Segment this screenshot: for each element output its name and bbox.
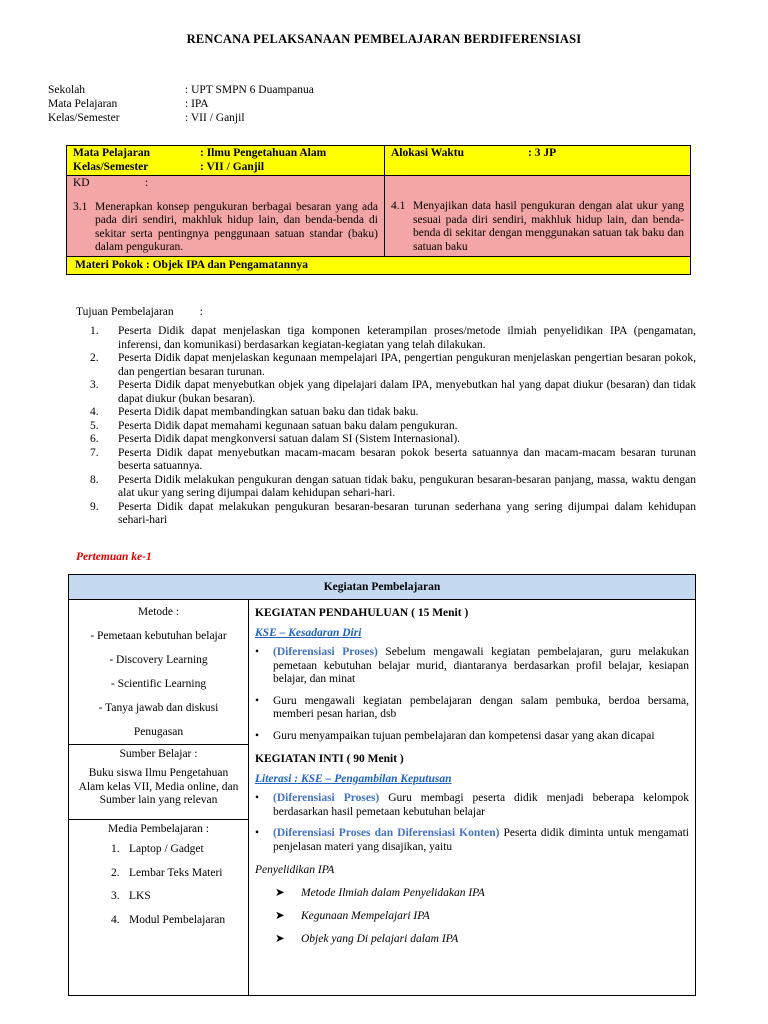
header-table	[66, 145, 691, 275]
activity-text: Guru menyampaikan tujuan pembelajaran dan kompetensi dasar yang akan dicapai	[273, 729, 655, 742]
arrow-text: Objek yang Di pelajari dalam IPA	[301, 933, 459, 945]
media-num: 2.	[111, 866, 120, 879]
goal-text: Peserta Didik dapat menjelaskan tiga komponen keterampilan proses/metode ilmiah penyelidikan IPA (pengamatan, inferensi, dan komunikasi) berdasarkan kegiatan-kegiatan yang telah dilakukan.	[118, 325, 696, 351]
sumber-cell	[69, 745, 249, 820]
goals-label: Tujuan Pembelajaran	[76, 306, 174, 318]
list-item	[255, 905, 689, 928]
arrow-icon: ➤	[275, 910, 285, 922]
list-item	[90, 420, 696, 434]
alokasi-label: Alokasi Waktu	[391, 147, 464, 159]
list-item	[90, 447, 696, 474]
list-item	[255, 792, 689, 819]
goal-num: 6.	[90, 433, 99, 445]
list-item	[69, 909, 248, 933]
media-text: Laptop / Gadget	[129, 843, 204, 855]
kd-3-1	[73, 201, 378, 255]
activity-text: Sebelum mengawali kegiatan pembelajaran, guru melakukan pemetaan kebutuhan belajar murid, diantaranya berdasarkan profil belajar, kesiapan belajar, dan minat	[273, 646, 690, 685]
identity-row-subject	[48, 98, 209, 110]
goal-num: 3.	[90, 379, 99, 391]
list-item	[90, 474, 696, 501]
arrow-text: Kegunaan Mempelajari IPA	[301, 910, 430, 922]
kd-left-text: Menerapkan konsep pengukuran berbagai besaran yang ada pada diri sendiri, makhluk hidup lain, dan benda-benda di sekitar serta pentingnya penggunaan satuan standar (baku) dalam pengukuran.	[95, 200, 378, 253]
bullet: •	[255, 646, 260, 658]
goal-text: Peserta Didik dapat menyebutkan objek yang dipelajari dalam IPA, menyebutkan hal yang dapat diukur (besaran) dan tidak dapat diukur (bukan besaran).	[118, 379, 696, 405]
activity-content	[249, 600, 696, 996]
goal-text: Peserta Didik dapat memahami kegunaan satuan baku dalam pengukuran.	[118, 419, 458, 432]
arrow-text: Metode Ilmiah dalam Penyelidakan IPA	[301, 887, 485, 899]
list-item	[90, 501, 696, 528]
materi-pokok: Materi Pokok : Objek IPA dan Pengamatannya	[67, 256, 691, 275]
meeting-label: Pertemuan ke-1	[76, 551, 152, 563]
identity-value: : UPT SMPN 6 Duampanua	[185, 84, 314, 96]
metode-item: - Scientific Learning	[110, 678, 207, 690]
list-item	[255, 827, 689, 854]
identity-row-school	[48, 84, 314, 96]
metode-label: Metode :	[137, 606, 180, 618]
kelas-value: : VII / Ganjil	[200, 160, 265, 173]
list-item	[255, 695, 689, 722]
goal-text: Peserta Didik melakukan pengukuran dengan satuan tidak baku, pengukuran besaran-besaran panjang, massa, waktu dengan alat ukur yang sering dijumpai dalam kehidupan sehari-hari.	[118, 473, 696, 499]
media-text: LKS	[129, 890, 151, 902]
subject-cell	[67, 146, 385, 176]
kd-colon: :	[145, 177, 149, 189]
metode-item: - Tanya jawab dan diskusi	[98, 702, 219, 714]
alokasi-value: : 3 JP	[528, 147, 557, 159]
activity-text: Guru mengawali kegiatan pembelajaran dengan salam pembuka, berdoa bersama, memberi pesan harian, dsb	[273, 694, 690, 720]
activity-header: Kegiatan Pembelajaran	[69, 575, 696, 600]
media-text: Modul Pembelajaran	[129, 913, 226, 926]
list-item	[90, 433, 696, 447]
arrow-icon: ➤	[275, 933, 285, 945]
goal-num: 4.	[90, 406, 99, 418]
media-num: 1.	[111, 843, 120, 855]
goal-text: Peserta Didik dapat menjelaskan kegunaan mempelajari IPA, pengertian pengukuran menjelaskan pengertian besaran pokok, dan pengertian besaran turunan.	[118, 352, 696, 378]
page-title: RENCANA PELAKSANAAN PEMBELAJARAN BERDIFERENSIASI	[186, 32, 582, 46]
time-allocation-cell	[385, 146, 691, 176]
goal-num: 2.	[90, 352, 99, 364]
list-item	[90, 352, 696, 379]
media-cell	[69, 820, 249, 996]
list-item	[69, 885, 248, 909]
identity-label: Mata Pelajaran	[48, 98, 118, 110]
kd-left-num: 3.1	[73, 200, 88, 213]
penyelidikan-label: Penyelidikan IPA	[255, 864, 335, 876]
bullet: •	[255, 729, 260, 742]
kelas-label: Kelas/Semester	[73, 160, 149, 173]
list-item	[90, 379, 696, 406]
goals-heading	[76, 306, 203, 318]
bullet: •	[255, 694, 260, 707]
literasi-label: Literasi : KSE – Pengambilan Keputusan	[255, 773, 452, 785]
kd-right-text: Menyajikan data hasil pengukuran dengan alat ukur yang sesuai pada diri sendiri, makhluk hidup lain, dan benda-benda di sekitar dengan menggunakan satuan tak baku dan satuan baku	[413, 200, 684, 253]
goal-text: Peserta Didik dapat menyebutkan macam-macam besaran pokok beserta satuannya dan macam-macam besaran turunan beserta satuannya.	[118, 446, 696, 472]
list-item	[255, 730, 689, 744]
diferensiasi-tag: (Diferensiasi Proses)	[273, 646, 378, 658]
list-item	[90, 325, 696, 352]
kd-4-1	[391, 200, 684, 254]
activity-text: Guru membagi peserta didik menjadi beberapa kelompok berdasarkan hasil pemetaan kebutuhan belajar	[273, 792, 690, 818]
pendahuluan-title: KEGIATAN PENDAHULUAN ( 15 Menit )	[255, 607, 469, 619]
activity-text: Peserta didik diminta untuk mengamati penjelasan materi yang disajikan, yaitu	[273, 827, 690, 853]
kd-right-cell	[385, 176, 691, 257]
identity-label: Sekolah	[48, 84, 86, 96]
bullet: •	[255, 792, 260, 804]
kd-right-num: 4.1	[391, 200, 406, 212]
list-item	[255, 928, 689, 951]
goal-text: Peserta Didik dapat mengkonversi satuan dalam SI (Sistem Internasional).	[118, 433, 461, 445]
goals-colon: :	[199, 306, 203, 318]
list-item	[69, 838, 248, 862]
goal-text: Peserta Didik dapat melakukan pengukuran besaran-besaran turunan sederhana yang sering dijumpai dalam kehidupan sehari-hari	[118, 500, 696, 526]
kd-left-cell	[67, 176, 385, 257]
identity-label: Kelas/Semester	[48, 112, 120, 124]
goal-num: 8.	[90, 473, 99, 486]
goal-text: Peserta Didik dapat membandingkan satuan baku dan tidak baku.	[118, 406, 419, 418]
media-num: 4.	[111, 913, 120, 926]
metode-item: - Pemetaan kebutuhan belajar	[90, 630, 227, 642]
goals-list	[90, 325, 696, 528]
sumber-text: Buku siswa Ilmu Pengetahuan Alam kelas VII, Media online, dan Sumber lain yang relevan	[78, 767, 239, 806]
identity-row-class	[48, 112, 245, 124]
list-item	[255, 646, 689, 687]
goal-num: 1.	[90, 325, 99, 337]
sumber-label: Sumber Belajar :	[119, 748, 198, 760]
arrow-icon: ➤	[275, 887, 285, 899]
goal-num: 7.	[90, 446, 99, 459]
metode-item: Penugasan	[133, 726, 184, 738]
list-item	[90, 406, 696, 420]
diferensiasi-tag: (Diferensiasi Proses dan Diferensiasi Konten)	[273, 827, 500, 839]
bullet: •	[255, 827, 260, 839]
list-item	[69, 862, 248, 886]
kd-label: KD	[73, 177, 90, 189]
identity-value: : VII / Ganjil	[185, 112, 245, 124]
kse-label: KSE – Kesadaran Diri	[255, 627, 362, 639]
goal-num: 5.	[90, 419, 99, 432]
mapel-label: Mata Pelajaran	[73, 147, 150, 159]
mapel-value: : Ilmu Pengetahuan Alam	[200, 147, 327, 159]
media-text: Lembar Teks Materi	[129, 866, 223, 879]
metode-item: - Discovery Learning	[109, 654, 208, 666]
diferensiasi-tag: (Diferensiasi Proses)	[273, 792, 380, 804]
metode-cell	[69, 600, 249, 745]
identity-value: : IPA	[185, 98, 209, 110]
media-num: 3.	[111, 890, 120, 902]
media-label: Media Pembelajaran :	[108, 823, 209, 835]
goal-num: 9.	[90, 500, 99, 513]
inti-title: KEGIATAN INTI ( 90 Menit )	[255, 753, 404, 765]
list-item	[255, 882, 689, 905]
activity-table	[68, 574, 696, 996]
